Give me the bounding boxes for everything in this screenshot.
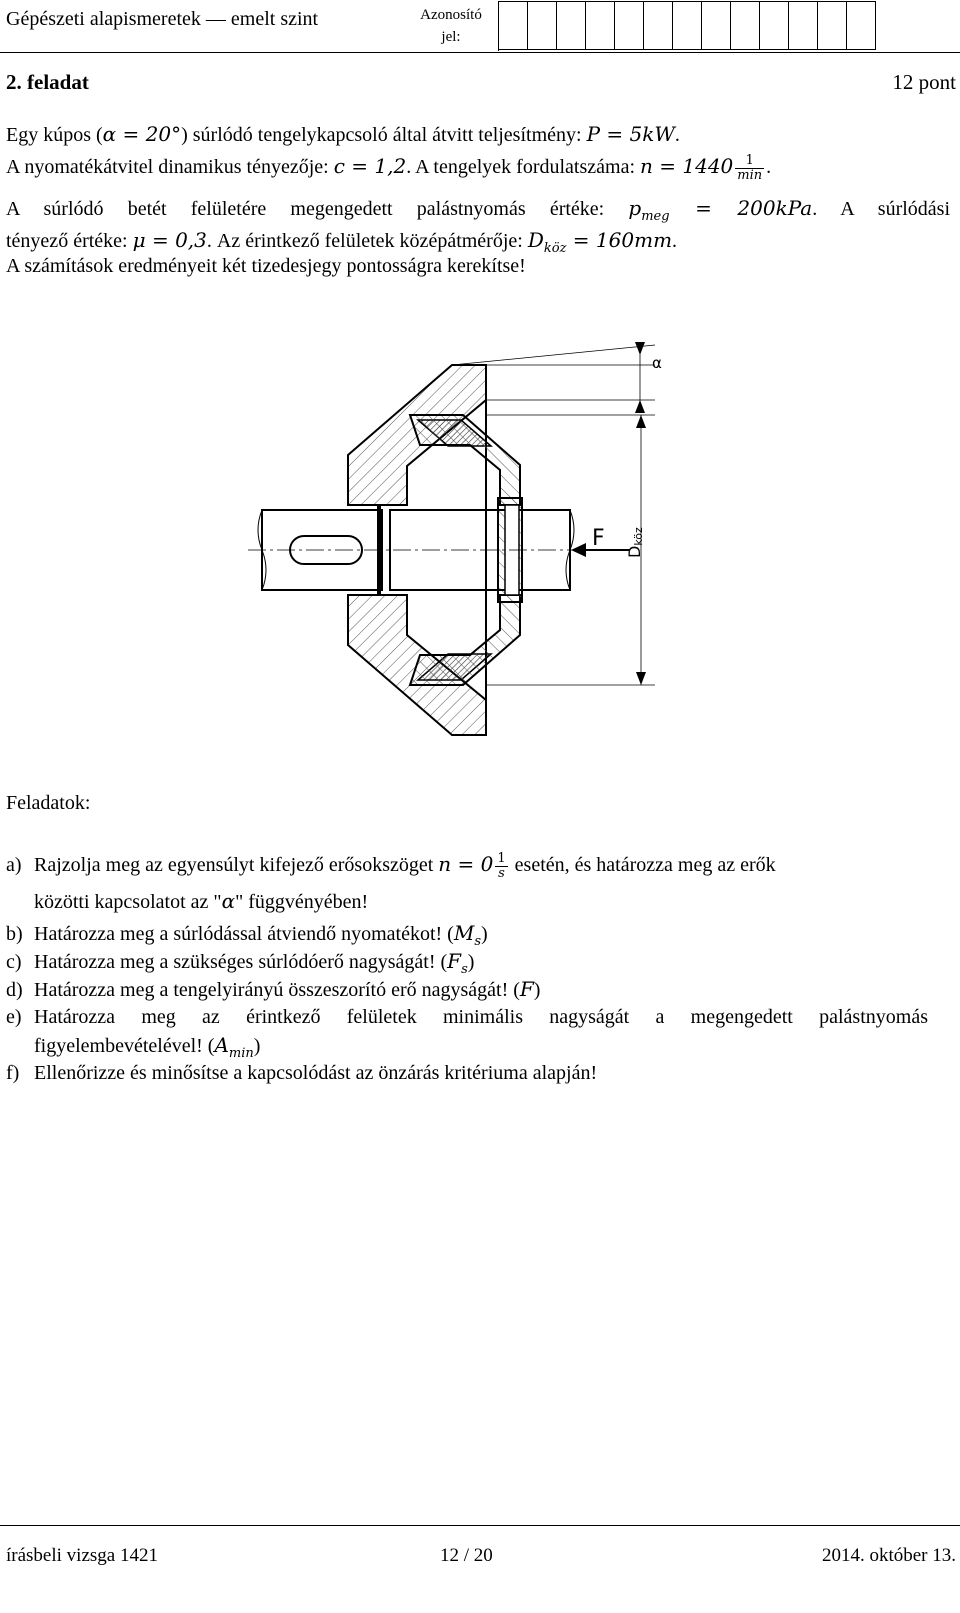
- id-box[interactable]: [818, 1, 847, 50]
- force-label: F: [592, 526, 605, 551]
- header-title: Gépészeti alapismeretek — emelt szint: [6, 8, 319, 30]
- id-label-line2: jel:: [441, 29, 461, 45]
- task-d: d) Határozza meg a tengelyirányú összeszorító erő nagyságát! (F): [6, 977, 541, 1001]
- id-boxes[interactable]: [498, 1, 876, 51]
- task-a: a) Rajzolja meg az egyensúlyt kifejező erősokszöget n = 0 $\frac{1}{s}$ esetén, és határozza meg az erők: [6, 851, 776, 881]
- intro-line-5: A számítások eredményeit két tizedesjegy pontosságra kerekítse!: [6, 255, 526, 277]
- task-points: 12 pont: [892, 70, 956, 94]
- task-e-cont: figyelembevételével! $(A_{min})$: [34, 1033, 261, 1061]
- intro-line-4: tényező értéke: μ = 0,3. Az érintkező felületek középátmérője: $D_{köz} = 160mm$.: [6, 228, 678, 256]
- id-box[interactable]: [673, 1, 702, 50]
- clutch-drawing: [0, 330, 960, 750]
- id-box[interactable]: [789, 1, 818, 50]
- id-label: [406, 4, 496, 48]
- diameter-label: Dköz: [625, 527, 645, 558]
- id-box[interactable]: [702, 1, 731, 50]
- tasks-heading: Feladatok:: [6, 792, 91, 814]
- task-b: b) Határozza meg a súrlódással átviendő nyomatékot! $(M_s)$: [6, 921, 488, 949]
- task-f: f) Ellenőrizze és minősítse a kapcsolódást az önzárás kritériuma alapján!: [6, 1062, 598, 1084]
- intro-line-2: A nyomatékátvitel dinamikus tényezője: c = 1,2. A tengelyek fordulatszáma: n = 1440 $\frac{1}{\min}$ .: [6, 153, 772, 183]
- task-e: e) Határozza meg az érintkező felületek minimális nagyságát a megengedett palástnyomás: [6, 1006, 928, 1028]
- task-a-cont: közötti kapcsolatot az "α" függvényében!: [34, 889, 369, 913]
- id-box[interactable]: [586, 1, 615, 50]
- id-box[interactable]: [847, 1, 876, 50]
- id-box[interactable]: [644, 1, 673, 50]
- id-box[interactable]: [615, 1, 644, 50]
- footer-page-number: 12 / 20: [440, 1545, 493, 1566]
- header-divider: [0, 52, 960, 53]
- id-box[interactable]: [731, 1, 760, 50]
- intro-line-1: Egy kúpos (α = 20°) súrlódó tengelykapcsoló által átvitt teljesítmény: P = 5kW.: [6, 122, 680, 146]
- task-title: 2. feladat: [6, 70, 89, 94]
- footer-exam-id: írásbeli vizsga 1421: [6, 1545, 158, 1566]
- id-box[interactable]: [557, 1, 586, 50]
- fraction: $\frac{1}{\min}$: [737, 153, 763, 183]
- id-box[interactable]: [528, 1, 557, 50]
- footer-date: 2014. október 13.: [821, 1545, 956, 1566]
- id-box[interactable]: [499, 1, 528, 50]
- footer-divider: [0, 1525, 960, 1526]
- task-c: c) Határozza meg a szükséges súrlódóerő nagyságát! $(F_s)$: [6, 949, 475, 977]
- intro-line-3: A súrlódó betét felületére megengedett palástnyomás értéke: $p_{meg} = 200kPa$. A súrlódási: [6, 196, 951, 224]
- id-label-line1: Azonosító: [420, 7, 482, 23]
- id-box[interactable]: [760, 1, 789, 50]
- alpha-label: α: [652, 354, 662, 372]
